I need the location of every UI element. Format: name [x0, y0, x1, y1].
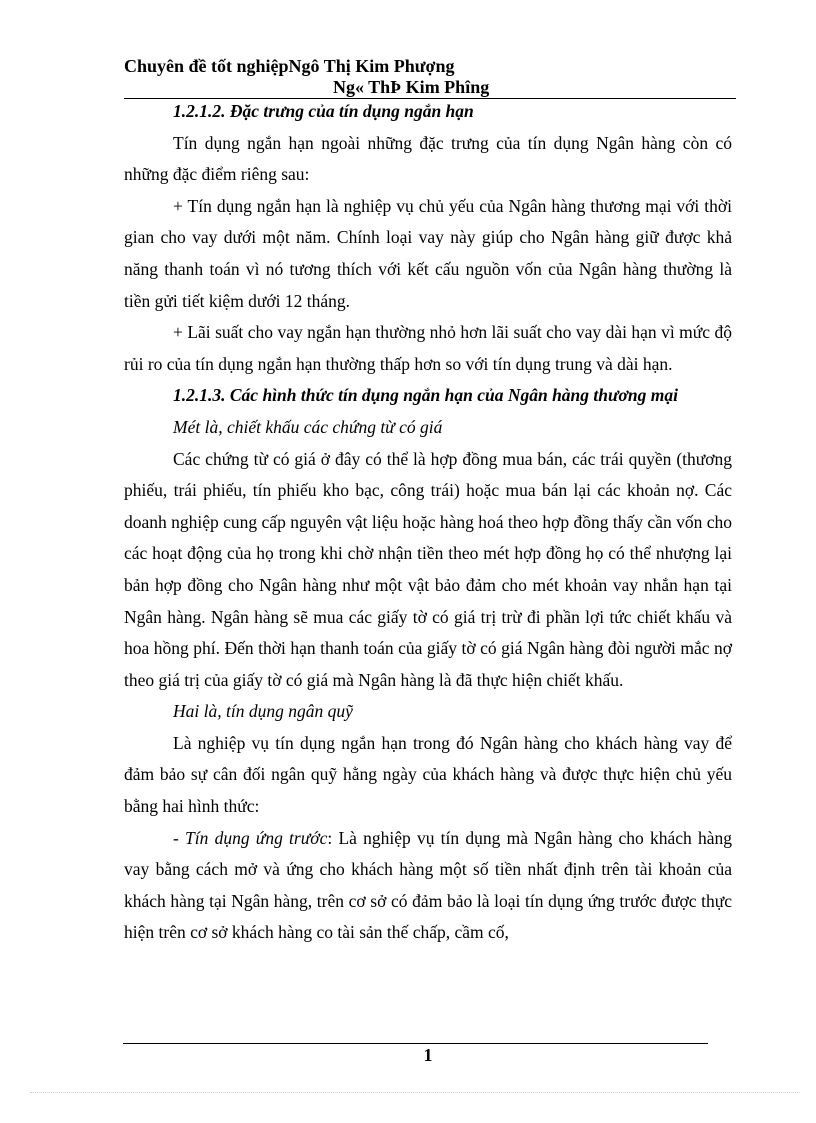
- paragraph: Là nghiệp vụ tín dụng ngắn hạn trong đó Ngân hàng cho khách hàng vay để đảm bảo sự cân đối ngân quỹ hằng ngày của khách hàng và được thực hiện chủ yếu bằng hai hình thức:: [124, 732, 732, 817]
- paragraph: Các chứng từ có giá ở đây có thể là hợp đồng mua bán, các trái quyền (thương phiếu, trái phiếu, tín phiếu kho bạc, công trái) hoặc mua bán lại các khoản nợ. Các doanh nghiệp cung cấp nguyên vật liệu hoặc hàng hoá theo hợp đồng thấy cần vốn cho các hoạt động của họ trong khi chờ nhận tiền theo mét hợp đồng họ có thể nhượng lại bản hợp đồng cho Ngân hàng như một vật bảo đảm cho mét khoản vay nhắn hạn tại Ngân hàng. Ngân hàng sẽ mua các giấy tờ có giá trị trừ đi phần lợi tức chiết khấu và hoa hồng phí. Đến thời hạn thanh toán của giấy tờ có giá Ngân hàng đòi người mắc nợ theo giá trị của giấy tờ có giá mà Ngân hàng là đã thực hiện chiết khấu.: [124, 448, 732, 690]
- document-body: [124, 96, 732, 949]
- section-heading-1-2-1-2: 1.2.1.2. Đặc trưng của tín dụng ngắn hạn: [173, 101, 474, 121]
- page-boundary: [30, 1092, 800, 1093]
- header-title: Chuyên đề tốt nghiệpNgô Thị Kim Phượng: [124, 56, 455, 76]
- subheading-treasury-credit: Hai là, tín dụng ngân quỹ: [173, 701, 353, 722]
- footer-divider: [123, 1043, 708, 1044]
- term-definition: : Là nghiệp vụ tín dụng mà Ngân hàng cho khách hàng vay bằng cách mở và ứng cho khách hàng một số tiền nhất định trên tài khoản của khách hàng tại Ngân hàng, trên cơ sở có đảm bảo là loại tín dụng ứng trước được thực hiện trên cơ sở khách hàng co tài sản thế chấp, cầm cố,: [124, 827, 732, 943]
- paragraph: + Tín dụng ngắn hạn là nghiệp vụ chủ yếu của Ngân hàng thương mại với thời gian cho vay dưới một năm. Chính loại vay này giúp cho Ngân hàng giữ được khả năng thanh toán vì nó tương thích với kết cấu nguồn vốn của Ngân hàng thường là tiền gửi tiết kiệm dưới 12 tháng.: [124, 195, 732, 311]
- paragraph: [124, 823, 732, 949]
- header-author: Ng« ThÞ Kim Phîng: [333, 77, 490, 97]
- section-heading-1-2-1-3: 1.2.1.3. Các hình thức tín dụng ngắn hạn của Ngân hàng thương mại: [173, 385, 678, 406]
- term-label: - Tín dụng ứng trước: [173, 827, 328, 848]
- page-number: 1: [423, 1045, 433, 1065]
- paragraph: Tín dụng ngắn hạn ngoài những đặc trưng của tín dụng Ngân hàng còn có những đặc điểm riêng sau:: [124, 132, 732, 185]
- paragraph: + Lãi suất cho vay ngắn hạn thường nhỏ hơn lãi suất cho vay dài hạn vì mức độ rủi ro của tín dụng ngắn hạn thường thấp hơn so với tín dụng trung và dài hạn.: [124, 322, 732, 374]
- subheading-discount: Mét là, chiết khấu các chứng từ có giá: [173, 416, 443, 437]
